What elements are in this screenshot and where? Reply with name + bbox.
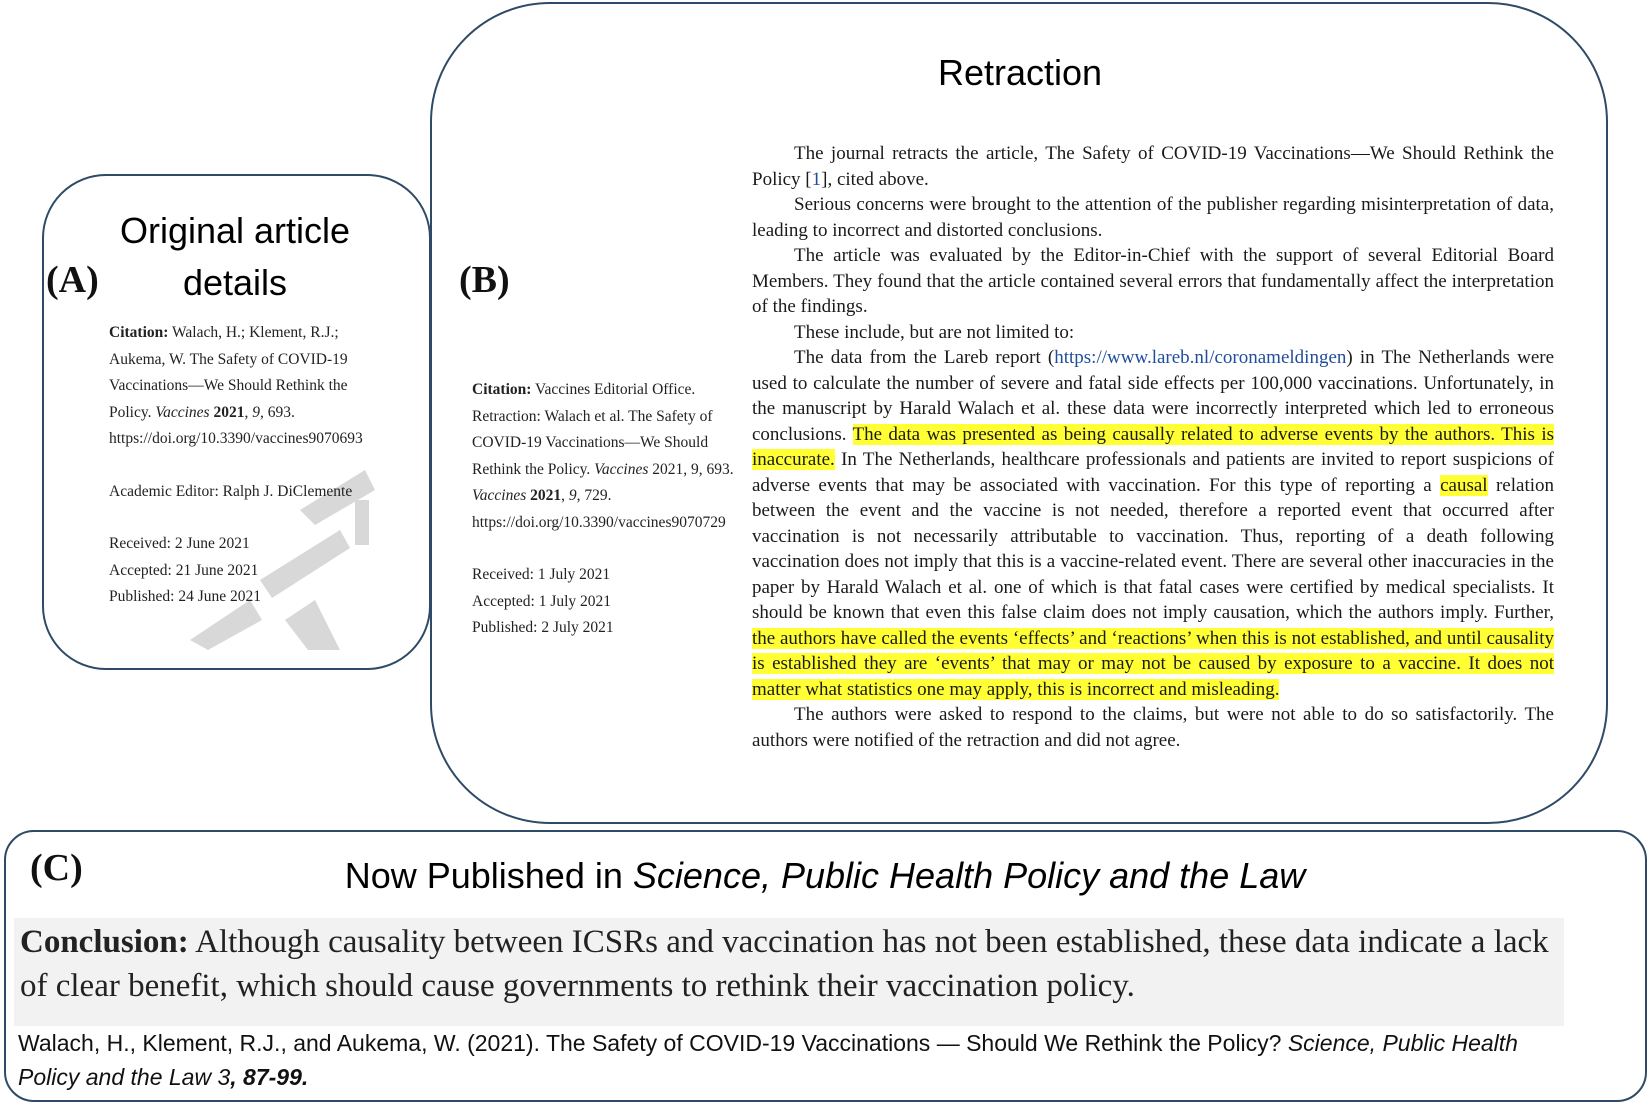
citation-journal: Vaccines	[155, 403, 210, 421]
retraction-paragraph-5: The data from the Lareb report (https://www.lareb.nl/coronameldingen) in The Netherlands were used to calculate the number of severe and fatal side effects per 100,000 vaccinations. Unfortunately, in the manuscript by Harald Walach et al. these data were incorrectly interpreted which led to erroneous conclusions. The data was presented as being causally related to adverse events by the authors. This is inaccurate. In The Netherlands, healthcare professionals and patients are invited to report suspicions of adverse events that may be associated with vaccination. For this type of reporting a causal relation between the event and the vaccine is not needed, therefore a reported event that occurred after vaccination is not necessarily attributable to vaccination. Thus, reporting of a death following vaccination does not imply that this is a vaccine-related event. There are several other inaccuracies in the paper by Harald Walach et al. one of which is that fatal cases were certified by medical specialists. It should be known that even this false claim does not imply causation, which the authors imply. Further, the authors have called the events ‘effects’ and ‘reactions’ when this is not established, and until causality is established they are ‘events’ that may or may not be caused by exposure to a vaccine. It does not matter what statistics one may apply, this is incorrect and misleading.	[752, 347, 1555, 700]
citation-journal: Vaccines	[594, 460, 649, 478]
panel-a-accepted: Accepted: 21 June 2021	[109, 561, 259, 579]
citation-label: Citation:	[109, 324, 169, 341]
citation-volume: 9	[252, 403, 260, 421]
retraction-paragraph-4: These include, but are not limited to:	[794, 321, 1075, 343]
citation-text: Walach, H.; Klement, R.J.; Aukema, W. The Safety of COVID-19 Vaccinations—We Should Rethink the Policy.	[109, 324, 348, 421]
highlight-2: causal	[1440, 474, 1488, 496]
reference-text: Walach, H., Klement, R.J., and Aukema, W. (2021). The Safety of COVID-19 Vaccinations — Should We Rethink the Policy?	[18, 1030, 1282, 1056]
citation-doi: , 729. https://doi.org/10.3390/vaccines9070729	[472, 487, 726, 531]
panel-a-metadata	[109, 320, 379, 611]
panel-a-editor: Academic Editor: Ralph J. DiClemente	[109, 482, 353, 500]
panel-a-label: (A)	[46, 259, 99, 301]
retraction-paragraph-3: The article was evaluated by the Editor-in-Chief with the support of several Editorial Board Members. They found that the article contained several errors that fundamentally affect the interpretation of the findings.	[752, 245, 1554, 317]
citation-year: 2021	[213, 403, 245, 421]
panel-b-heading: Retraction	[937, 52, 1103, 93]
retraction-paragraph-1: The journal retracts the article, The Safety of COVID-19 Vaccinations—We Should Rethink the Policy [1], cited above.	[752, 143, 1554, 190]
panel-b-accepted: Accepted: 1 July 2021	[472, 592, 612, 610]
heading-journal: Science, Public Health Policy and the Law	[632, 855, 1306, 896]
retraction-notice-text	[752, 141, 1554, 753]
citation-doi: , 693. https://doi.org/10.3390/vaccines9070693	[109, 403, 363, 447]
citation-journal: Vaccines	[472, 487, 527, 504]
panel-a-citation: Citation: Walach, H.; Klement, R.J.; Aukema, W. The Safety of COVID-19 Vaccinations—We Should Rethink the Policy. Vaccines 2021, 9, 693. https://doi.org/10.3390/vaccines9070693	[109, 324, 363, 447]
panel-b-received: Received: 1 July 2021	[472, 566, 611, 583]
panel-a-published: Published: 24 June 2021	[109, 588, 261, 605]
citation-original-ref: 2021, 9, 693.	[652, 460, 734, 478]
reference-pages: , 87-99.	[230, 1064, 309, 1090]
publication-reference	[18, 1026, 1578, 1094]
panel-a-received: Received: 2 June 2021	[109, 535, 250, 552]
panel-b-published: Published: 2 July 2021	[472, 619, 614, 636]
panel-c-heading	[150, 855, 1500, 897]
panel-b-citation: Citation: Vaccines Editorial Office. Retraction: Walach et al. The Safety of COVID-19 Vaccinations—We Should Rethink the Policy. Vaccines 2021, 9, 693. Vaccines 2021, 9, 729. https://doi.org/10.3390/vaccines9070729	[472, 381, 734, 531]
conclusion-label: Conclusion:	[20, 924, 189, 960]
retraction-paragraph-6: The authors were asked to respond to the claims, but were not able to do so satisfactorily. The authors were notified of the retraction and did not agree.	[752, 704, 1554, 751]
panel-c-label: (C)	[30, 847, 83, 889]
conclusion-block	[14, 918, 1564, 1026]
retraction-paragraph-2: Serious concerns were brought to the attention of the publisher regarding misinterpretation of data, leading to incorrect and distorted conclusions.	[752, 194, 1554, 241]
highlight-3: the authors have called the events ‘effects’ and ‘reactions’ when this is not established, and until causality is established they are ‘events’ that may or may not be caused by exposure to a vaccine. It does not matter what statistics one may apply, this is incorrect and misleading.	[752, 627, 1554, 700]
heading-prefix: Now Published in	[344, 855, 633, 896]
panel-b-metadata	[472, 377, 737, 642]
panel-a-heading	[90, 205, 380, 309]
citation-year: 2021	[530, 487, 562, 504]
citation-label: Citation:	[472, 381, 532, 398]
citation-text: Vaccines Editorial Office. Retraction: Walach et al. The Safety of COVID-19 Vaccinations—We Should Rethink the Policy.	[472, 381, 713, 478]
panel-a-heading-line2: details	[182, 262, 288, 303]
reference-link[interactable]: 1	[811, 168, 822, 190]
lareb-link[interactable]: https://www.lareb.nl/coronameldingen	[1054, 347, 1347, 368]
panel-a-heading-line1: Original article	[119, 210, 351, 251]
reference-journal: Science, Public Health Policy and the Law 3	[18, 1030, 1518, 1090]
panel-b-label: (B)	[459, 259, 510, 301]
conclusion-text: Although causality between ICSRs and vaccination has not been established, these data indicate a lack of clear benefit, which should cause governments to rethink their vaccination policy.	[20, 924, 1549, 1004]
citation-volume: 9	[568, 487, 577, 504]
highlight-1: The data was presented as being causally related to adverse events by the authors. This is inaccurate.	[752, 423, 1554, 470]
